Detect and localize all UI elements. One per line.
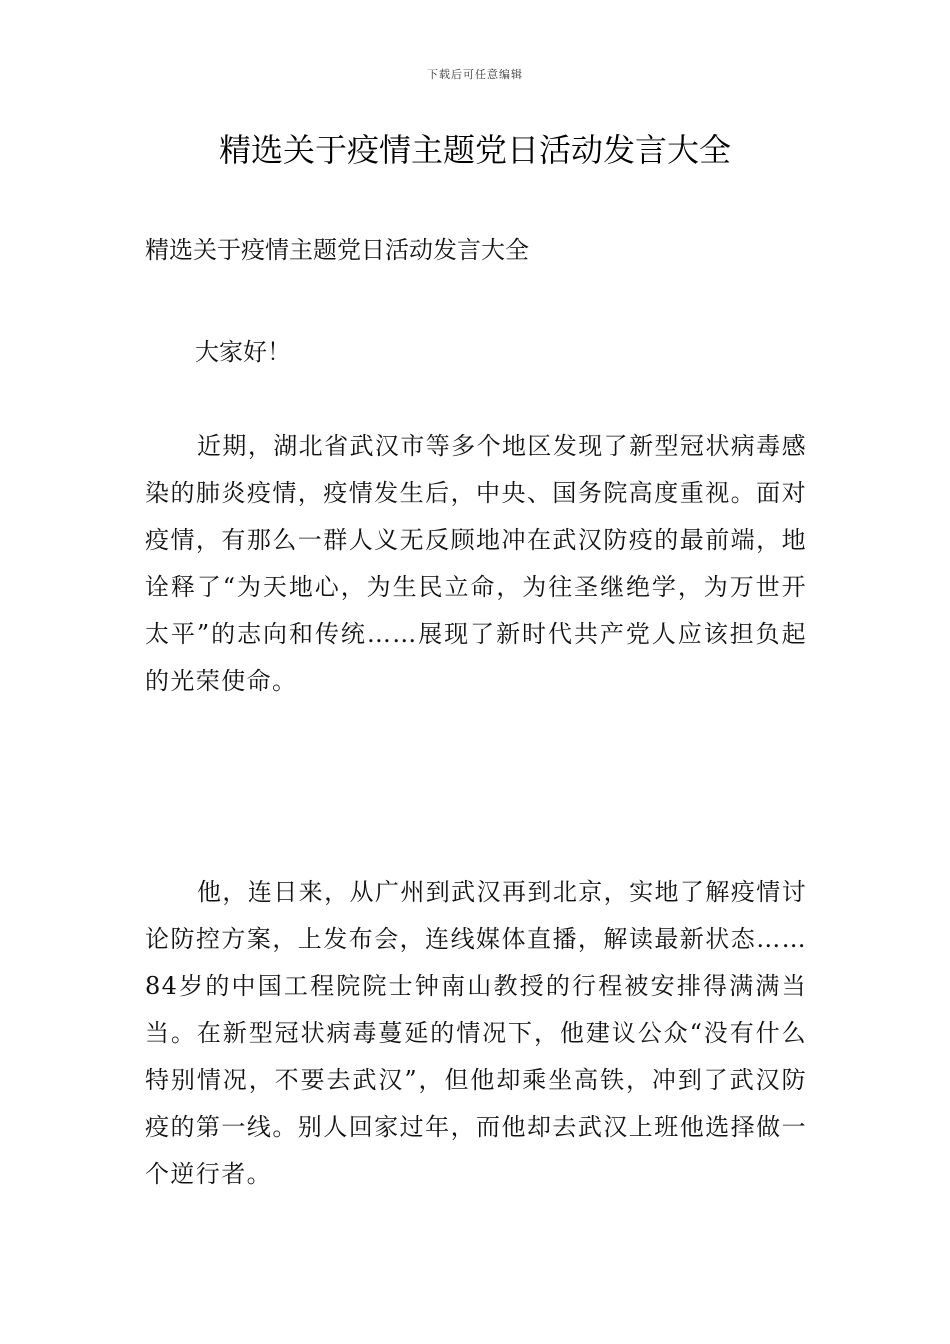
greeting: 大家好！ xyxy=(195,338,291,366)
document-title: 精选关于疫情主题党日活动发言大全 xyxy=(218,131,731,169)
document-body xyxy=(145,228,807,1188)
header-note: 下载后可任意编辑 xyxy=(427,68,523,81)
paragraph: 他，连日来，从广州到武汉再到北京，实地了解疫情讨论防控方案，上发布会，连线媒体直播，解读最新状态……84岁的中国工程院院士钟南山教授的行程被安排得满满当当。在新型冠状病毒蔓延的情况下，他建议公众“没有什么特别情况，不要去武汉”，但他却乘坐高铁，冲到了武汉防疫的第一线。别人回家过年，而他却去武汉上班他选择做一个逆行者。 xyxy=(145,878,807,1188)
paragraph: 近期，湖北省武汉市等多个地区发现了新型冠状病毒感染的肺炎疫情，疫情发生后，中央、国务院高度重视。面对疫情，有那么一群人义无反顾地冲在武汉防疫的最前端，地诠释了“为天地心，为生民立命，为往圣继绝学，为万世开太平”的志向和传统……展现了新时代共产党人应该担负起的光荣使命。 xyxy=(145,432,807,695)
document-subtitle: 精选关于疫情主题党日活动发言大全 xyxy=(145,236,529,264)
